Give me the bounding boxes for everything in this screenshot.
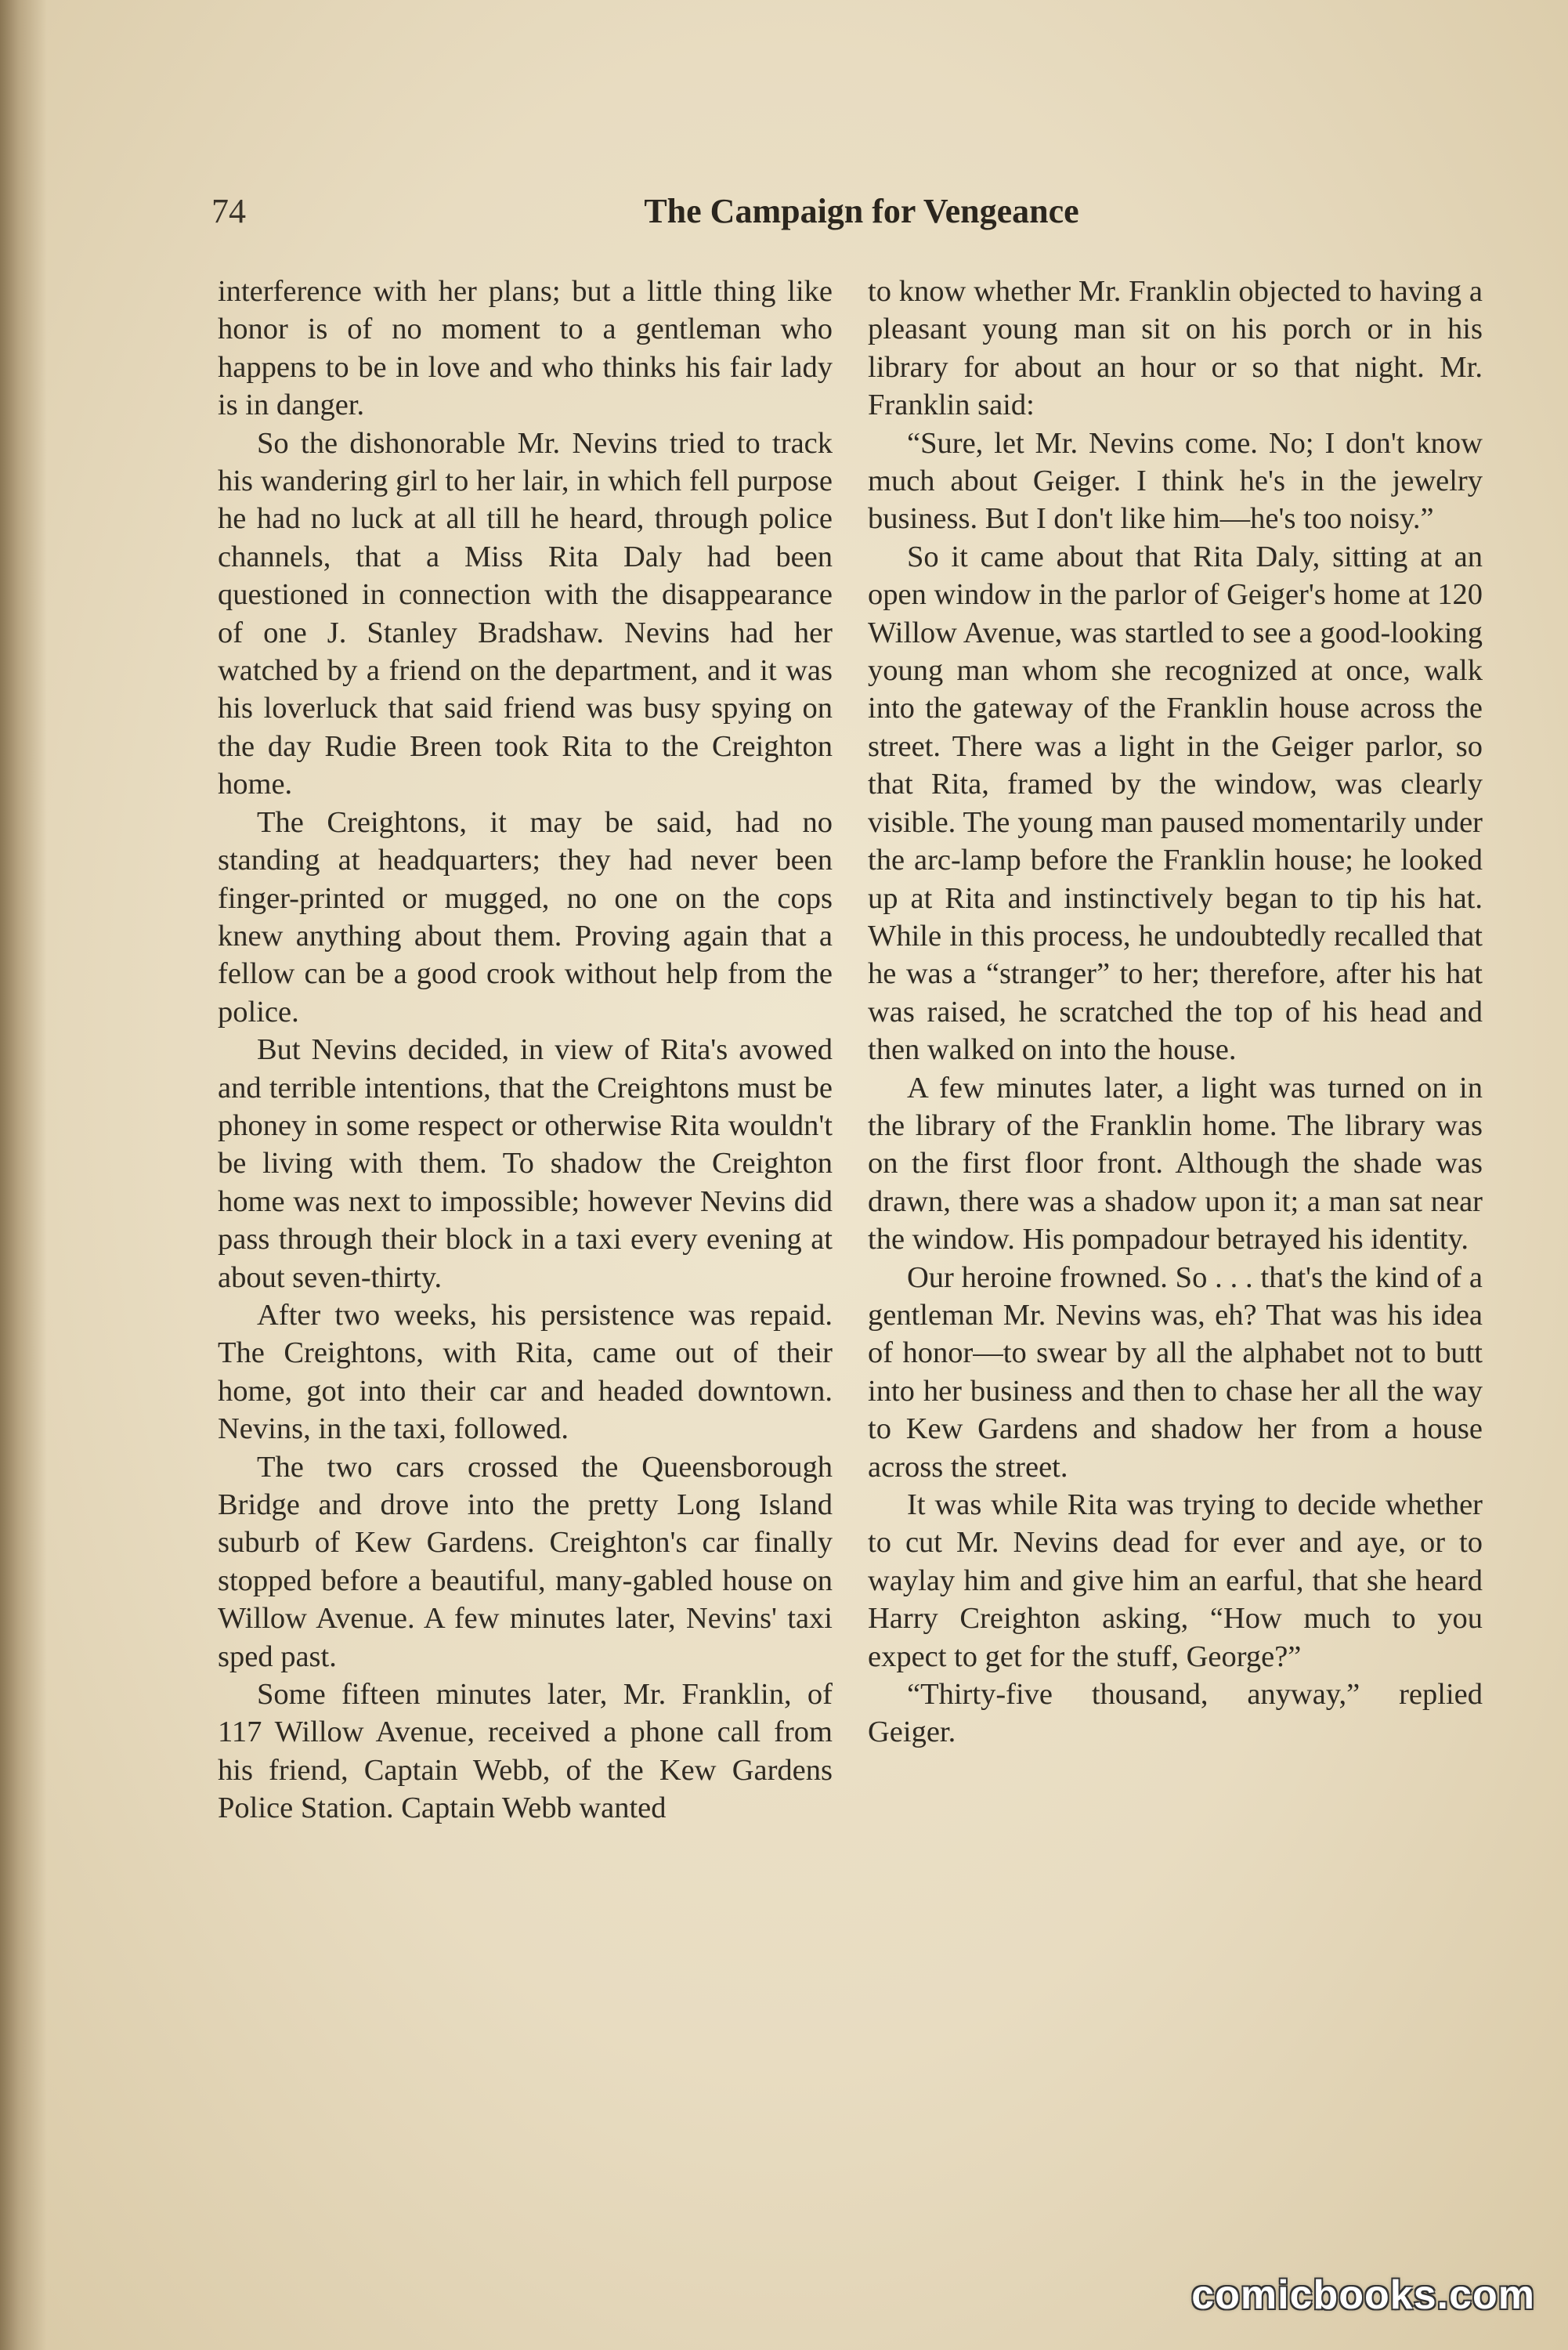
text-columns (218, 273, 1490, 2153)
paragraph: interference with her plans; but a little thing like honor is of no moment to a gentleman who happens to be in love and who thinks his fair lady is in danger. (218, 275, 833, 422)
running-head (211, 191, 1496, 246)
paragraph: But Nevins decided, in view of Rita's avowed and terrible intentions, that the Creightons must be phoney in some respect or otherwise Rita wouldn't be living with them. To shadow the Creighton home was next to impossible; however Nevins did pass through their block in a taxi every evening at about seven-thirty. (218, 1033, 833, 1294)
paragraph: to know whether Mr. Franklin objected to having a pleasant young man sit on his porch or in his library for about an hour or so that night. Mr. Franklin said: (868, 275, 1483, 422)
right-column (868, 273, 1483, 1752)
paragraph: So the dishonorable Mr. Nevins tried to track his wandering girl to her lair, in which fell purpose he had no luck at all till he heard, through police channels, that a Miss Rita Daly had been questioned in connection with the disappearance of one J. Stanley Bradshaw. Nevins had her watched by a friend on the department, and it was his loverluck that said friend was busy spying on the day Rudie Breen took Rita to the Creighton home. (218, 426, 833, 801)
paragraph: Our heroine frowned. So . . . that's the kind of a gentleman Mr. Nevins was, eh? That was his idea of honor—to swear by all the alphabet not to butt into her business and then to chase her all the way to Kew Gardens and shadow her from a house across the street. (868, 1260, 1483, 1484)
left-column (218, 273, 833, 1828)
page-number: 74 (211, 192, 246, 230)
paragraph: So it came about that Rita Daly, sitting at an open window in the parlor of Geiger's home at 120 Willow Avenue, was startled to see a good-looking young man whom she recognized at once, walk into the gateway of the Franklin house across the street. There was a light in the Geiger parlor, so that Rita, framed by the window, was clearly visible. The young man paused momentarily under the arc-lamp before the Franklin house; he looked up at Rita and instinctively began to tip his hat. While in this process, he undoubtedly recalled that he was a “stranger” to her; therefore, after his hat was raised, he scratched the top of his head and then walked on into the house. (868, 540, 1483, 1067)
paragraph: A few minutes later, a light was turned on in the library of the Franklin home. The library was on the first floor front. Although the shade was drawn, there was a shadow upon it; a man sat near the window. His pompadour betrayed his identity. (868, 1071, 1483, 1256)
paragraph: The two cars crossed the Queensborough Bridge and drove into the pretty Long Island suburb of Kew Gardens. Creighton's car finally stopped before a beautiful, many-gabled house on Willow Avenue. A few minutes later, Nevins' taxi sped past. (218, 1450, 833, 1673)
paragraph: It was while Rita was trying to decide whether to cut Mr. Nevins dead for ever and aye, or to waylay him and give him an earful, that she heard Harry Creighton asking, “How much to you expect to get for the stuff, George?” (868, 1488, 1483, 1673)
running-title: The Campaign for Vengeance (644, 192, 1079, 230)
paragraph: “Sure, let Mr. Nevins come. No; I don't know much about Geiger. I think he's in the jewelry business. But I don't like him—he's too noisy.” (868, 426, 1483, 536)
paragraph: The Creightons, it may be said, had no standing at headquarters; they had never been finger-printed or mugged, no one on the cops knew anything about them. Proving again that a fellow can be a good crook without help from the police. (218, 805, 833, 1029)
watermark: comicbooks.com (1191, 2272, 1535, 2318)
paragraph: “Thirty-five thousand, anyway,” replied Geiger. (868, 1678, 1483, 1749)
paragraph: Some fifteen minutes later, Mr. Franklin, of 117 Willow Avenue, received a phone call from his friend, Captain Webb, of the Kew Gardens Police Station. Captain Webb wanted (218, 1678, 833, 1825)
paragraph: After two weeks, his persistence was repaid. The Creightons, with Rita, came out of their home, got into their car and headed downtown. Nevins, in the taxi, followed. (218, 1298, 833, 1446)
page-spine-shadow (0, 0, 47, 2350)
